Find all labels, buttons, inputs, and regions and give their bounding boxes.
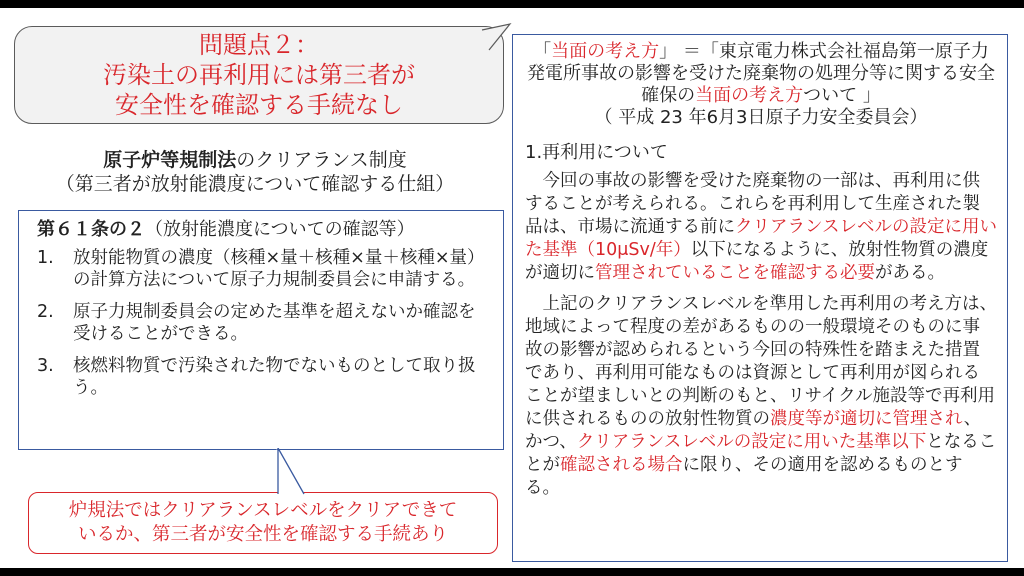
- text-run: 以下になるように、放射性物質の濃度が適切に: [525, 240, 989, 283]
- article-item-text: 原子力規制委員会の定めた基準を超えないか確認を受けることができる。: [73, 302, 476, 344]
- article-item-text: 核燃料物質で汚染された物でないものとして取り扱う。: [73, 356, 476, 398]
- article-61-2-box: [18, 210, 504, 450]
- section-title: 1.再利用について: [525, 142, 668, 163]
- slide: [0, 8, 1024, 568]
- law-suffix: のクリアランス制度: [236, 149, 407, 171]
- article-item-number: 3.: [37, 356, 54, 376]
- article-title: [37, 219, 489, 241]
- article-item-text: 放射能物質の濃度（核種×量＋核種×量＋核種×量）の計算方法について原子力規制委員会に申請する。: [73, 248, 485, 290]
- clearance-system-title: [20, 148, 490, 172]
- text-run: 上記のクリアランスレベルを準用した再利用の考え方は、地域によって程度の差があるものの一般環境そのものに事故の影響が認められるという今回の特殊性を踏まえた措置であり、再利用可能なものは資源として再利用が図られることが望ましいとの判断のもと、リサイクル施設等で再利用に供されるものの放射性物質の: [525, 294, 997, 429]
- policy-name-red: 当面の考え方: [551, 41, 660, 62]
- policy-full-title: 」 ＝「東京電力株式会社福島第一原子力発電所事故の影響を受けた廃棄物の処理分等に関する安全確保の: [527, 41, 995, 106]
- text-run: となることが: [525, 432, 997, 475]
- policy-title-end: ついて 」: [803, 85, 881, 106]
- article-item-number: 2.: [37, 302, 54, 322]
- problem-callout-line-3: 安全性を確認する手続なし: [115, 91, 403, 119]
- policy-date: （ 平成 23 年6月3日原子力安全委員会）: [594, 107, 928, 128]
- article-number: 第６１条の２: [37, 219, 145, 240]
- clearance-system-note: （第三者が放射能濃度について確認する仕組）: [55, 173, 455, 195]
- procedure-callout-line-2: いるか、第三者が安全性を確認する手続あり: [77, 524, 448, 545]
- text-run: 、かつ、: [525, 409, 982, 452]
- text-run: がある。: [875, 263, 945, 283]
- quote-open: 「: [533, 41, 552, 62]
- law-name: 原子炉等規制法: [103, 149, 237, 171]
- article-caption: （放射能濃度についての確認等）: [145, 219, 415, 240]
- clearance-system-heading: [20, 148, 490, 196]
- article-item: [37, 301, 489, 345]
- procedure-callout-line-1: 炉規法ではクリアランスレベルをクリアできて: [68, 500, 458, 521]
- problem-callout-line-1: 問題点２：: [199, 31, 319, 59]
- highlight-text: 管理されていることを確認する必要: [595, 263, 875, 283]
- highlight-text: クリアランスレベルの設定に用いた基準（10μSv/年）: [525, 217, 997, 260]
- procedure-exists-callout: [28, 492, 498, 554]
- text-run: 今回の事故の影響を受けた廃棄物の一部は、再利用に供することが考えられる。これらを再利用して生産された製品は、市場に流通する前に: [525, 171, 980, 237]
- callout-tail-icon: [480, 22, 514, 62]
- highlight-text: 確認される場合: [560, 455, 683, 475]
- problem-callout: [14, 26, 504, 124]
- article-item: [37, 247, 489, 291]
- problem-callout-line-2: 汚染土の再利用には第三者が: [103, 61, 415, 89]
- paragraph-reuse-1: [525, 170, 997, 285]
- article-item: [37, 355, 489, 399]
- text-run: に限り、その適用を認めるものとする。: [525, 455, 963, 498]
- policy-header: [525, 41, 997, 129]
- article-list: [37, 247, 489, 399]
- callout-tail-icon: [270, 448, 310, 496]
- policy-name-red: 当面の考え方: [695, 85, 804, 106]
- highlight-text: 濃度等が適切に管理され: [770, 409, 964, 429]
- highlight-text: クリアランスレベルの設定に用いた基準以下: [576, 432, 927, 452]
- article-item-number: 1.: [37, 248, 54, 268]
- paragraph-reuse-2: [525, 293, 997, 500]
- policy-quote-box: [512, 34, 1008, 562]
